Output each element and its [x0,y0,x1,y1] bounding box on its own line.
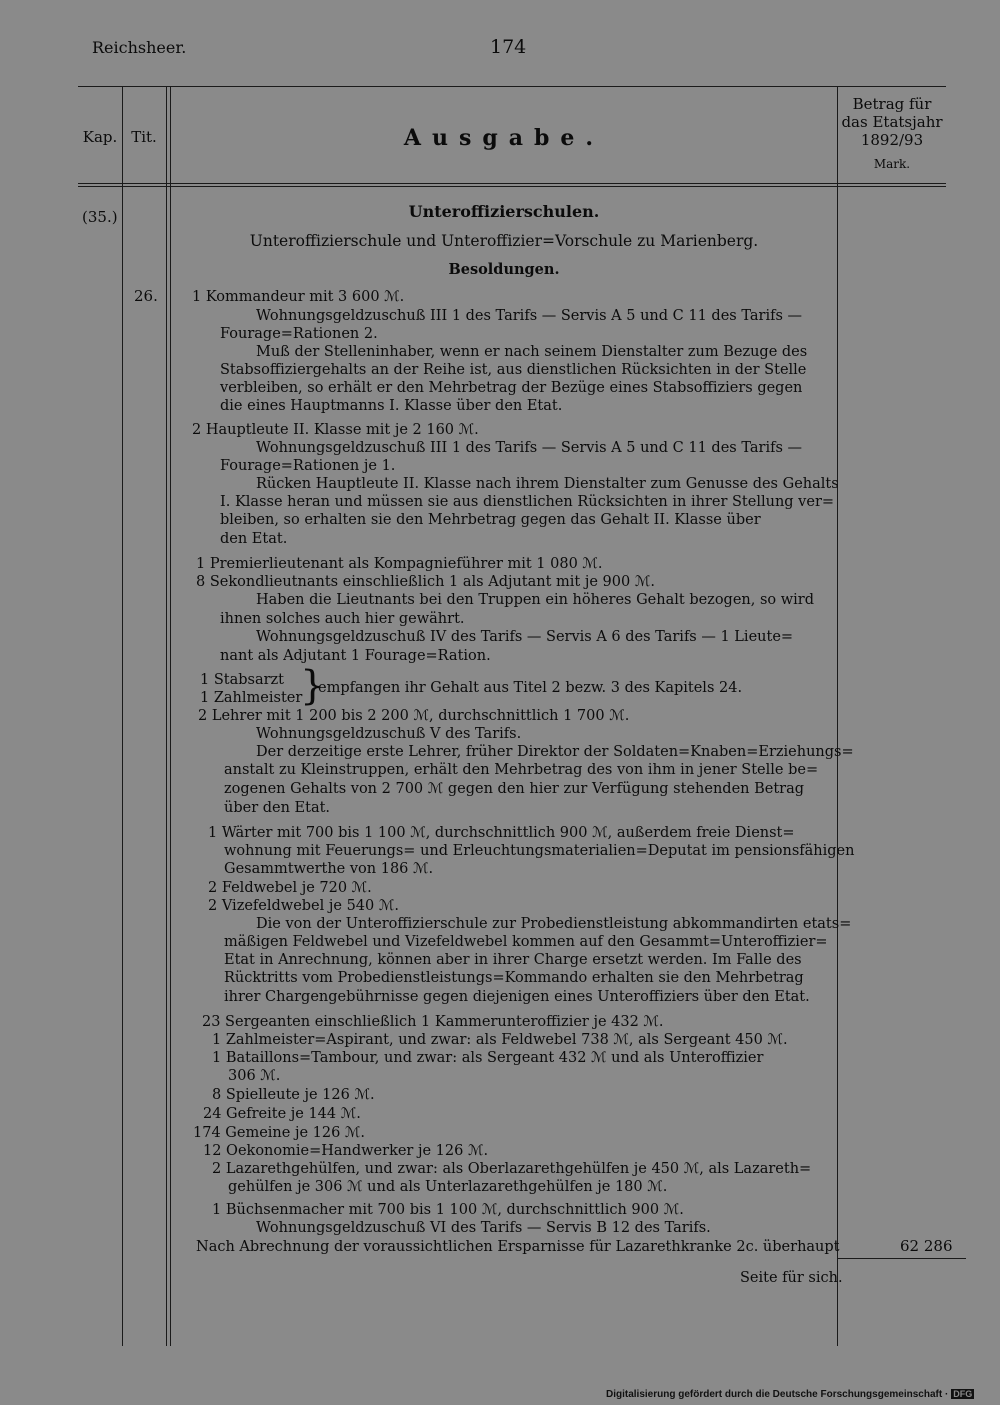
text-line: Fourage=Rationen 2. [220,326,378,342]
text-line: Wohnungsgeldzuschuß V des Tarifs. [256,726,522,742]
text-line: 2 Feldwebel je 720 ℳ. [208,880,372,896]
text-line: Rücktritts vom Probedienstleistungs=Kommando erhalten sie den Mehrbetrag [224,970,804,986]
text-line: ihrer Chargengebührnisse gegen diejenigen eines Unteroffiziers über den Etat. [224,989,810,1005]
text-line: 2 Hauptleute II. Klasse mit je 2 160 ℳ. [192,422,479,438]
text-line: anstalt zu Kleinstruppen, erhält den Mehrbetrag des von ihm in jener Stelle be= [224,762,819,778]
amount-header-line-2: das Etatsjahr [841,113,943,131]
text-line: bleiben, so erhalten sie den Mehrbetrag gegen das Gehalt II. Klasse über [220,512,761,528]
text-line: Wohnungsgeldzuschuß III 1 des Tarifs — Servis A 5 und C 11 des Tarifs — [256,308,803,324]
column-header-kap: Kap. [82,128,118,146]
text-line: 174 Gemeine je 126 ℳ. [193,1125,366,1141]
text-line: 23 Sergeanten einschließlich 1 Kammerunteroffizier je 432 ℳ. [202,1014,664,1030]
text-line: gehülfen je 306 ℳ und als Unterlazarethgehülfen je 180 ℳ. [228,1179,668,1195]
table-header-rule [78,183,946,184]
digitization-credit-text: Digitalisierung gefördert durch die Deutsche Forschungsgemeinschaft · [606,1389,949,1400]
text-line: wohnung mit Feuerungs= und Erleuchtungsmaterialien=Deputat im pensionsfähigen [224,843,855,859]
total-rule [838,1258,966,1259]
text-line: Wohnungsgeldzuschuß III 1 des Tarifs — Servis A 5 und C 11 des Tarifs — [256,440,803,456]
text-line: Wohnungsgeldzuschuß VI des Tarifs — Servis B 12 des Tarifs. [256,1220,711,1236]
text-line: Fourage=Rationen je 1. [220,458,396,474]
amount-header-line-3: 1892/93 [860,131,924,149]
text-line: Rücken Hauptleute II. Klasse nach ihrem Dienstalter zum Genusse des Gehalts [256,476,839,492]
column-divider-kap [122,86,123,1346]
chapter-number: (35.) [82,208,118,226]
text-line: 1 Zahlmeister [200,690,303,706]
table-title: Ausgabe. [403,125,605,151]
amount-header-line-1: Betrag für [852,95,932,113]
text-line: Wohnungsgeldzuschuß IV des Tarifs — Servis A 6 des Tarifs — 1 Lieute= [256,629,794,645]
text-line: 1 Büchsenmacher mit 700 bis 1 100 ℳ, durchschnittlich 900 ℳ. [212,1202,684,1218]
text-line: Etat in Anrechnung, können aber in ihrer Charge ersetzt werden. Im Falle des [224,952,802,968]
dfg-logo: DFG [953,1389,973,1399]
text-line: 1 Premierlieutenant als Kompagnieführer mit 1 080 ℳ. [196,556,603,572]
column-divider-amount [837,86,838,1346]
text-line: 1 Stabsarzt [200,672,285,688]
brace-symbol: } [300,663,326,709]
text-line: nant als Adjutant 1 Fourage=Ration. [220,648,491,664]
text-line: Haben die Lieutnants bei den Truppen ein höheres Gehalt bezogen, so wird [256,592,815,608]
text-line: 1 Bataillons=Tambour, und zwar: als Sergeant 432 ℳ und als Unteroffizier [212,1050,764,1066]
text-line: Nach Abrechnung der voraussichtlichen Ersparnisse für Lazarethkranke 2c. überhaupt [196,1239,840,1255]
text-line: über den Etat. [224,800,331,816]
text-line: 24 Gefreite je 144 ℳ. [203,1106,361,1122]
text-line: empfangen ihr Gehalt aus Titel 2 bezw. 3 des Kapitels 24. [318,680,743,696]
text-line: zogenen Gehalts von 2 700 ℳ gegen den hier zur Verfügung stehenden Betrag [224,781,805,797]
text-line: den Etat. [220,531,288,547]
amount-unit: Mark. [873,157,911,171]
text-line: I. Klasse heran und müssen sie aus dienstlichen Rücksichten in ihrer Stellung ver= [220,494,835,510]
running-header: Reichsheer. [92,38,187,57]
text-line: 1 Kommandeur mit 3 600 ℳ. [192,289,405,305]
text-line: 12 Oekonomie=Handwerker je 126 ℳ. [203,1143,489,1159]
column-header-tit: Tit. [131,128,157,146]
digitization-credit [606,1389,974,1400]
total-amount: 62 286 [900,1237,953,1255]
text-line: 1 Zahlmeister=Aspirant, und zwar: als Feldwebel 738 ℳ, als Sergeant 450 ℳ. [212,1032,788,1048]
text-line: Der derzeitige erste Lehrer, früher Direktor der Soldaten=Knaben=Erziehungs= [256,744,854,760]
text-line: 2 Lehrer mit 1 200 bis 2 200 ℳ, durchschnittlich 1 700 ℳ. [198,708,630,724]
text-line: 2 Lazarethgehülfen, und zwar: als Oberlazarethgehülfen je 450 ℳ, als Lazareth= [212,1161,812,1177]
text-line: Die von der Unteroffizierschule zur Probedienstleistung abkommandirten etats= [256,916,852,932]
page-number: 174 [490,36,527,58]
section-heading: Unteroffizierschulen. [408,202,600,221]
text-line: 8 Sekondlieutnants einschließlich 1 als Adjutant mit je 900 ℳ. [196,574,655,590]
section-subsubheading: Besoldungen. [448,261,560,278]
text-line: Stabsoffiziergehalts an der Reihe ist, aus dienstlichen Rücksichten in der Stelle [220,362,807,378]
title-number: 26. [134,287,158,305]
section-subheading: Unteroffizierschule und Unteroffizier=Vorschule zu Marienberg. [249,232,759,250]
text-line: Gesammtwerthe von 186 ℳ. [224,861,434,877]
page-note: Seite für sich. [740,1270,843,1286]
text-line: 2 Vizefeldwebel je 540 ℳ. [208,898,399,914]
column-divider-tit-2 [170,86,171,1346]
text-line: 306 ℳ. [228,1068,281,1084]
column-divider-tit [166,86,167,1346]
text-line: die eines Hauptmanns I. Klasse über den Etat. [220,398,563,414]
table-top-rule [78,86,946,87]
text-line: 1 Wärter mit 700 bis 1 100 ℳ, durchschnittlich 900 ℳ, außerdem freie Dienst= [208,825,795,841]
table-header-rule-2 [78,186,946,187]
text-line: Muß der Stelleninhaber, wenn er nach seinem Dienstalter zum Bezuge des [256,344,808,360]
text-line: 8 Spielleute je 126 ℳ. [212,1087,375,1103]
text-line: verbleiben, so erhält er den Mehrbetrag der Bezüge eines Stabsoffiziers gegen [220,380,803,396]
text-line: ihnen solches auch hier gewährt. [220,611,465,627]
text-line: mäßigen Feldwebel und Vizefeldwebel kommen auf den Gesammt=Unteroffizier= [224,934,828,950]
